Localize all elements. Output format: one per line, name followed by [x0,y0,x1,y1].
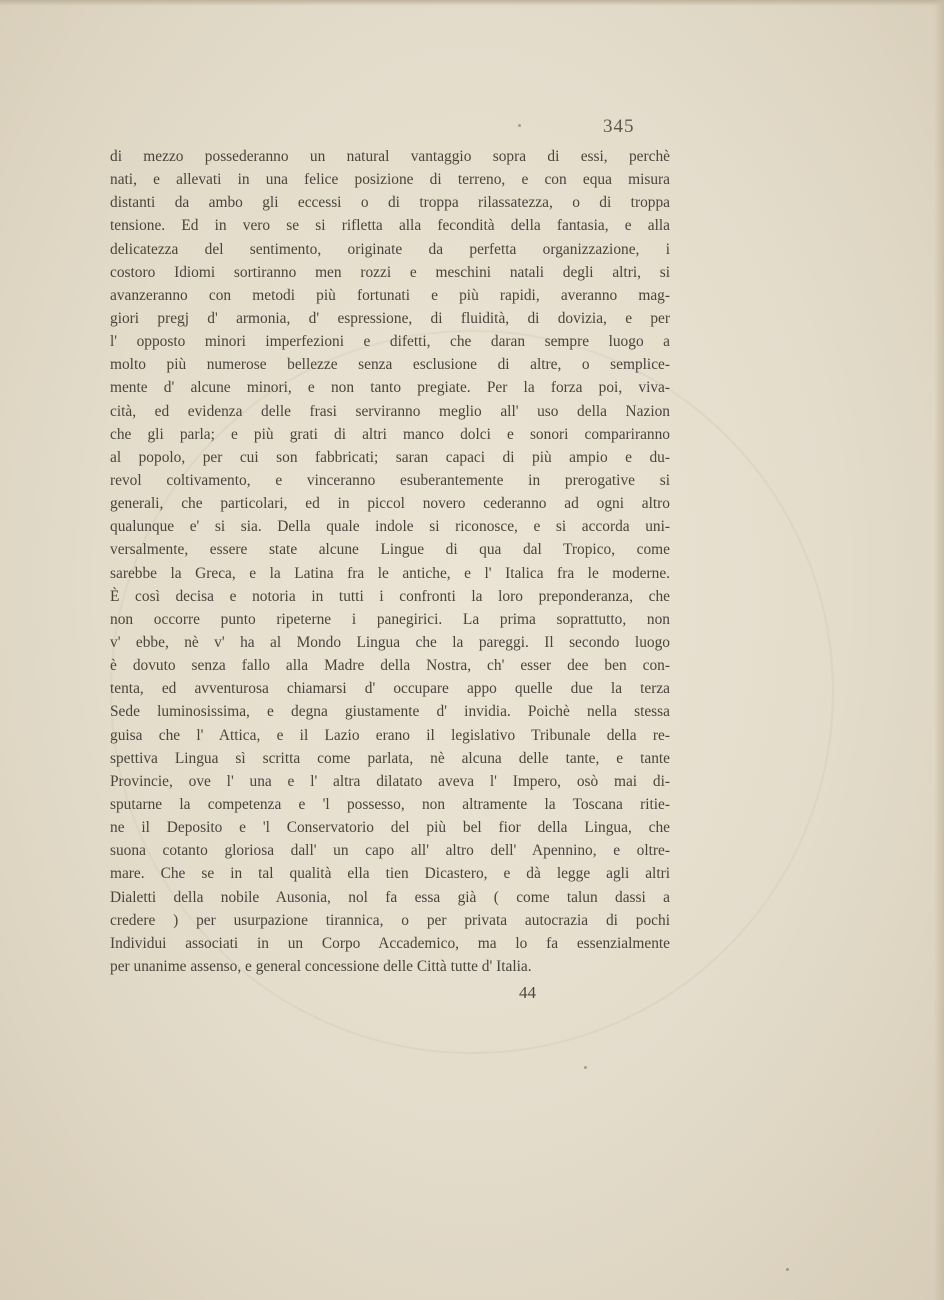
text-line: credere ) per usurpazione tirannica, o per privata autocrazia di pochi [110,911,670,929]
text-line: nati, e allevati in una felice posizione di terreno, e con equa misura [110,171,670,189]
text-line: avanzeranno con metodi più fortunati e più rapidi, averanno mag- [110,286,670,304]
text-line: è dovuto senza fallo alla Madre della Nostra, ch' esser dee ben con- [110,657,670,675]
text-line: Dialetti della nobile Ausonia, nol fa essa già ( come talun dassi a [110,888,670,906]
paper-speck [786,1268,789,1271]
text-line: guisa che l' Attica, e il Lazio erano il legislativo Tribunale della re- [110,726,670,744]
text-line: al popolo, per cui son fabbricati; saran capaci di più ampio e du- [110,448,670,466]
text-line: di mezzo possederanno un natural vantaggio sopra di essi, perchè [110,148,670,165]
paper-speck [518,124,521,127]
text-line: per unanime assenso, e general concessione delle Città tutte d' Italia. [110,957,532,975]
text-line: che gli parla; e più grati di altri manco dolci e sonori compariranno [110,425,670,443]
text-line: generali, che particolari, ed in piccol novero cederanno ad ogni altro [110,495,670,513]
page-top-edge [0,0,944,6]
text-line: giori pregj d' armonia, d' espressione, di fluidità, di dovizia, e per [110,309,670,327]
page-number: 345 [603,116,635,137]
text-line: È così decisa e notoria in tutti i confronti la loro preponderanza, che [110,587,670,605]
page-right-edge [934,0,944,1300]
text-line: delicatezza del sentimento, originate da perfetta organizzazione, i [110,240,670,258]
text-line: Provincie, ove l' una e l' altra dilatato aveva l' Impero, osò mai di- [110,772,670,790]
body-text [110,145,670,978]
text-line: tenta, ed avventurosa chiamarsi d' occupare appo quelle due la terza [110,680,670,698]
text-line: revol coltivamento, e vinceranno esuberantemente in prerogative si [110,471,670,489]
text-line: non occorre punto ripeterne i panegirici. La prima soprattutto, non [110,610,670,628]
text-line: qualunque e' si sia. Della quale indole si riconosce, e si accorda uni- [110,518,670,536]
text-line: spettiva Lingua sì scritta come parlata, nè alcuna delle tante, e tante [110,749,670,767]
text-line: ne il Deposito e 'l Conservatorio del più bel fior della Lingua, che [110,819,670,837]
text-line: molto più numerose bellezze senza esclusione di altre, o semplice- [110,356,670,374]
text-line: sputarne la competenza e 'l possesso, non altramente la Toscana ritie- [110,795,670,813]
text-line: Individui associati in un Corpo Accademico, ma lo fa essenzialmente [110,934,670,952]
text-line: versalmente, essere state alcune Lingue di qua dal Tropico, come [110,541,670,559]
text-line: l' opposto minori imperfezioni e difetti, che daran sempre luogo a [110,333,670,351]
signature-mark: 44 [519,983,536,1002]
text-line: costoro Idiomi sortiranno men rozzi e meschini natali degli altri, si [110,263,670,281]
text-line: mente d' alcune minori, e non tanto pregiate. Per la forza poi, viva- [110,379,670,397]
text-line: distanti da ambo gli eccessi o di troppa rilassatezza, o di troppa [110,194,670,212]
text-line: sarebbe la Greca, e la Latina fra le antiche, e l' Italica fra le moderne. [110,564,670,582]
text-line: Sede luminosissima, e degna giustamente d' invidia. Poichè nella stessa [110,703,670,721]
paper-speck [584,1066,587,1069]
text-line: mare. Che se in tal qualità ella tien Dicastero, e dà legge agli altri [110,865,670,883]
text-line: suona cotanto gloriosa dall' un capo all' altro dell' Apennino, e oltre- [110,842,670,860]
text-line: tensione. Ed in vero se si rifletta alla fecondità della fantasia, e alla [110,217,670,235]
text-line: cità, ed evidenza delle frasi serviranno meglio all' uso della Nazion [110,402,670,420]
text-line: v' ebbe, nè v' ha al Mondo Lingua che la pareggi. Il secondo luogo [110,633,670,651]
